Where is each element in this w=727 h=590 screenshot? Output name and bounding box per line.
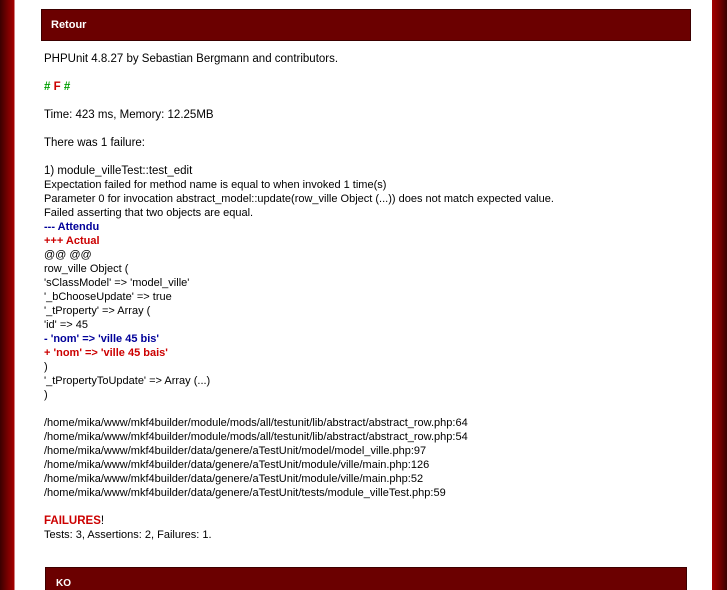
diff-close: ) [44,389,48,401]
progress-pass: # [63,81,71,93]
asserting-line: Failed asserting that two objects are equal. [44,207,254,219]
diff-lines [44,262,694,332]
time-memory: Time: 423 ms, Memory: 12.25MB [44,109,214,121]
diff-actual-header: +++ Actual [44,235,100,247]
failures-line [44,514,694,528]
phpunit-version: PHPUnit 4.8.27 by Sebastian Bergmann and contributors. [44,53,339,65]
stack-trace-line: /home/mika/www/mkf4builder/data/genere/aTestUnit/module/ville/main.php:126 [44,459,430,471]
status-label: KO [56,578,71,589]
diff-line: 'id' => 45 [44,319,88,331]
summary-line: Tests: 3, Assertions: 2, Failures: 1. [44,529,212,541]
diff-close: ) [44,361,48,373]
progress-fail: F [53,81,61,93]
parameter-line: Parameter 0 for invocation abstract_model::update(row_ville Object (...)) does not match expected value. [44,193,554,205]
diff-line: row_ville Object ( [44,263,129,275]
diff-line: '_tProperty' => Array ( [44,305,151,317]
diff-line: '_bChooseUpdate' => true [44,291,172,303]
header-bar [41,9,691,41]
failures-word: FAILURES [44,515,101,527]
stack-trace-line: /home/mika/www/mkf4builder/data/genere/aTestUnit/tests/module_villeTest.php:59 [44,487,446,499]
stack-trace-line: /home/mika/www/mkf4builder/data/genere/aTestUnit/model/model_ville.php:97 [44,445,427,457]
diff-line: 'sClassModel' => 'model_ville' [44,277,190,289]
diff-expected-header: --- Attendu [44,221,100,233]
stack-trace-line: /home/mika/www/mkf4builder/data/genere/aTestUnit/module/ville/main.php:52 [44,473,424,485]
stack-trace-line: /home/mika/www/mkf4builder/module/mods/all/testunit/lib/abstract/abstract_row.php:64 [44,417,468,429]
diff-hunk: @@ @@ [44,249,92,261]
diff-removed-line: - 'nom' => 'ville 45 bis' [44,333,160,345]
failures-bang: ! [100,515,105,527]
test-output [44,52,694,542]
status-bar [45,567,687,590]
failure-title: 1) module_villeTest::test_edit [44,165,193,177]
page [15,0,712,590]
stack-trace [44,416,694,500]
progress-pass: # [44,81,51,93]
diff-to-update: '_tPropertyToUpdate' => Array (...) [44,375,211,387]
stack-trace-line: /home/mika/www/mkf4builder/module/mods/all/testunit/lib/abstract/abstract_row.php:54 [44,431,468,443]
failure-count: There was 1 failure: [44,137,145,149]
progress-line [44,80,694,94]
retour-link[interactable]: Retour [51,19,87,31]
diff-added-line: + 'nom' => 'ville 45 bais' [44,347,168,359]
expectation-line: Expectation failed for method name is equal to when invoked 1 time(s) [44,179,387,191]
